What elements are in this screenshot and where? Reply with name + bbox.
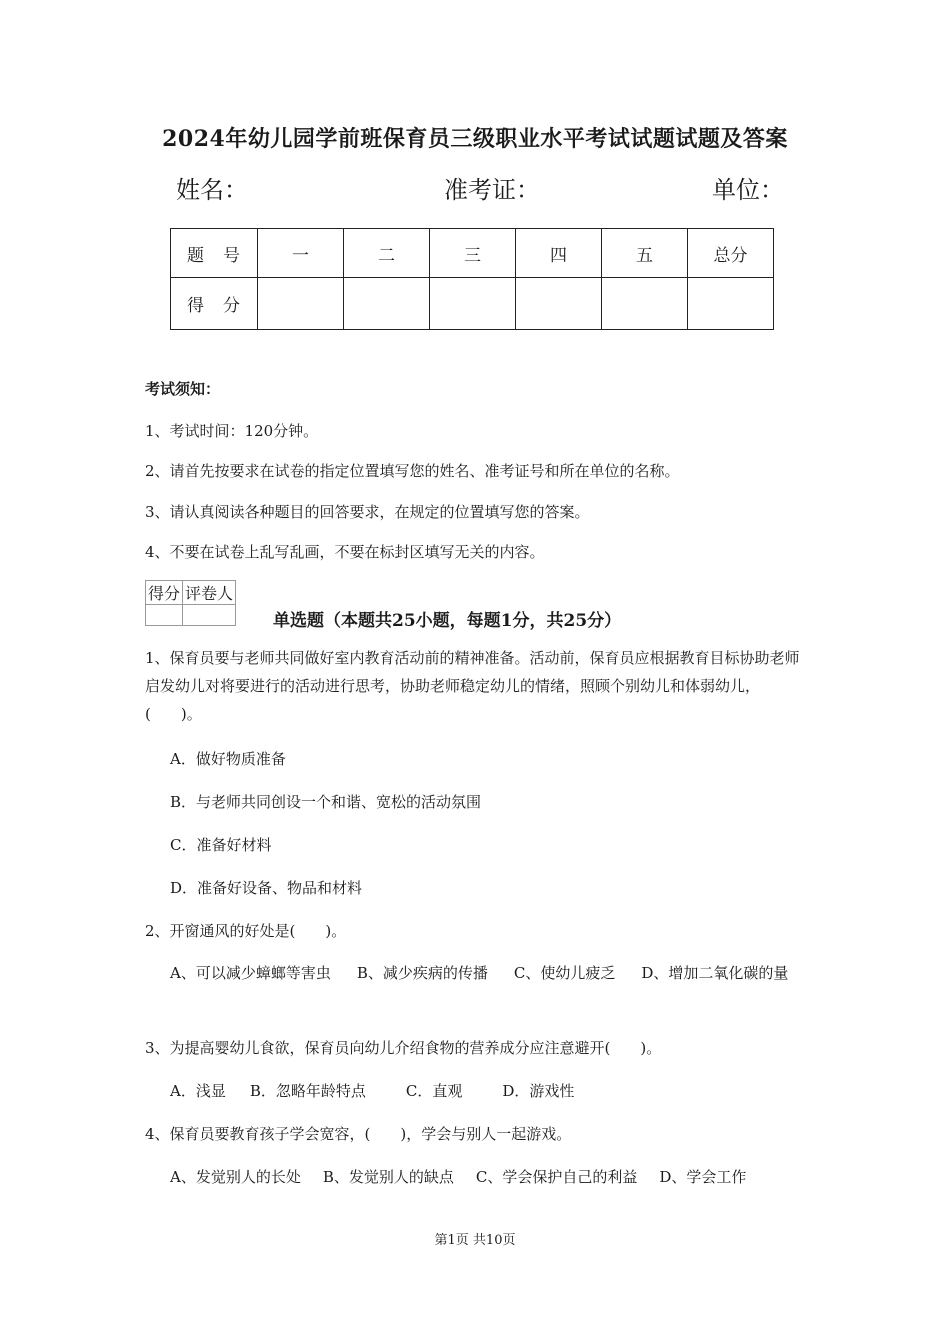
grader-box	[145, 580, 236, 626]
question-4-option-b: B、发觉别人的缺点	[322, 1168, 454, 1186]
name-label: 姓名：	[176, 176, 248, 204]
unit-label: 单位：	[712, 176, 784, 204]
question-1-stem: 1、保育员要与老师共同做好室内教育活动前的精神准备。活动前，保育员应根据教育目标协助老师启发幼儿对将要进行的活动进行思考，协助老师稳定幼儿的情绪，照顾个别幼儿和体弱幼儿，( )。	[145, 649, 800, 723]
question-4-option-c: C、学会保护自己的利益	[475, 1168, 638, 1186]
score-cell-5	[602, 278, 688, 330]
question-1-option-b: B．与老师共同创设一个和谐、宽松的活动氛围	[170, 793, 482, 811]
question-4-stem: 4、保育员要教育孩子学会宽容，( )，学会与别人一起游戏。	[145, 1125, 572, 1143]
candidate-info-row	[176, 170, 784, 204]
score-table-score-row	[171, 278, 774, 330]
question-4-options	[170, 1166, 746, 1187]
header-cell-4: 四	[516, 229, 602, 278]
score-cell-1	[258, 278, 344, 330]
header-cell-2: 二	[344, 229, 430, 278]
question-4-option-d: D、学会工作	[659, 1168, 747, 1186]
question-3-option-a: A．浅显	[170, 1082, 226, 1100]
question-1-option-a: A．做好物质准备	[170, 750, 286, 768]
question-3-option-d: D．游戏性	[502, 1082, 575, 1100]
question-3-options	[170, 1080, 574, 1101]
score-row-label: 得 分	[171, 278, 258, 330]
header-cell-total: 总分	[688, 229, 774, 278]
score-cell-2	[344, 278, 430, 330]
header-cell-3: 三	[430, 229, 516, 278]
question-1-option-c: C．准备好材料	[170, 836, 272, 854]
notice-item: 4、不要在试卷上乱写乱画，不要在标封区填写无关的内容。	[145, 543, 545, 561]
header-cell-5: 五	[602, 229, 688, 278]
page-footer: 第1页 共10页	[434, 1233, 516, 1248]
score-table	[170, 228, 774, 330]
grader-score-cell	[146, 605, 183, 626]
grader-reviewer-label: 评卷人	[183, 581, 236, 605]
notice-item: 1、考试时间：120分钟。	[145, 422, 319, 440]
grader-reviewer-cell	[183, 605, 236, 626]
question-4-option-a: A、发觉别人的长处	[170, 1168, 301, 1186]
score-cell-4	[516, 278, 602, 330]
header-cell-question-no: 题 号	[171, 229, 258, 278]
question-2-options	[145, 959, 810, 987]
header-cell-1: 一	[258, 229, 344, 278]
question-1-option-d: D．准备好设备、物品和材料	[170, 879, 363, 897]
question-3-option-b: B．忽略年龄特点	[249, 1082, 366, 1100]
section-title: 单选题（本题共25小题，每题1分，共25分）	[273, 611, 622, 631]
score-table-header-row	[171, 229, 774, 278]
notice-item: 2、请首先按要求在试卷的指定位置填写您的姓名、准考证号和所在单位的名称。	[145, 462, 680, 480]
notice-heading: 考试须知：	[145, 380, 221, 398]
exam-id-label: 准考证：	[444, 176, 540, 204]
score-cell-total	[688, 278, 774, 330]
page-title: 2024年幼儿园学前班保育员三级职业水平考试试题试题及答案	[162, 126, 788, 152]
grader-score-label: 得分	[146, 581, 183, 605]
question-2-option-d: D、增加二氧化碳的量	[641, 964, 789, 982]
question-3-option-c: C．直观	[405, 1082, 463, 1100]
notice-item: 3、请认真阅读各种题目的回答要求，在规定的位置填写您的答案。	[145, 503, 590, 521]
question-2-option-b: B、减少疾病的传播	[356, 964, 488, 982]
question-2-stem: 2、开窗通风的好处是( )。	[145, 922, 347, 940]
question-2-option-c: C、使幼儿疲乏	[513, 964, 616, 982]
score-cell-3	[430, 278, 516, 330]
question-2-option-a: A、可以减少蟑螂等害虫	[170, 964, 331, 982]
question-3-stem: 3、为提高婴幼儿食欲，保育员向幼儿介绍食物的营养成分应注意避开( )。	[145, 1039, 662, 1057]
